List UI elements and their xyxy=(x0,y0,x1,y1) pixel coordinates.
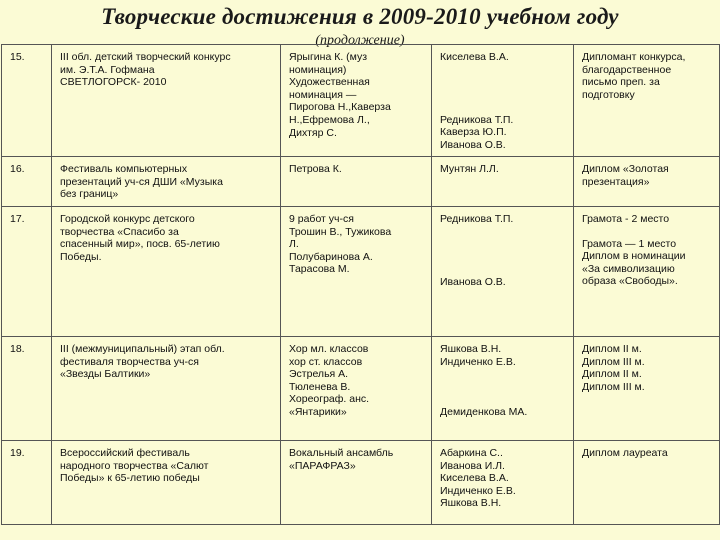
event-cell xyxy=(52,45,281,157)
cell-line: подготовку xyxy=(582,88,635,101)
teachers-cell xyxy=(432,441,574,525)
cell-line: Тарасова М. xyxy=(289,263,350,276)
cell-line: спасенный мир», посв. 65-летию xyxy=(60,238,220,251)
cell-line: Н.,Ефремова Л., xyxy=(289,113,370,126)
cell-spacer xyxy=(440,226,567,276)
cell-line: Абаркина С.. xyxy=(440,447,503,459)
cell-line: Диплом III м. xyxy=(582,380,645,393)
cell-line: Диплом лауреата xyxy=(582,447,668,459)
cell-line: Дихтяр С. xyxy=(289,126,337,139)
cell-line: без границ» xyxy=(60,188,119,201)
cell-line: творчества «Спасибо за xyxy=(60,225,179,238)
row-number: 19. xyxy=(2,441,52,525)
cell-line: им. Э.Т.А. Гофмана xyxy=(60,63,155,76)
cell-line: Диплом в номинации xyxy=(582,250,686,263)
achievements-table xyxy=(1,44,720,525)
cell-line: благодарственное xyxy=(582,63,672,76)
cell-line: Всероссийский фестиваль xyxy=(60,447,190,459)
cell-line: Редникова Т.П. xyxy=(440,113,514,126)
table-body xyxy=(2,45,720,525)
cell-line: Победы. xyxy=(60,250,102,263)
page-subtitle: (продолжение) xyxy=(315,33,405,48)
cell-line: Трошин В., Тужикова xyxy=(289,225,392,238)
event-cell xyxy=(52,441,281,525)
cell-line: Мунтян Л.Л. xyxy=(440,163,499,175)
table-row xyxy=(2,207,720,337)
page-title: Творческие достижения в 2009-2010 учебном году xyxy=(101,4,619,29)
cell-line: Победы» к 65-летию победы xyxy=(60,472,200,485)
cell-line: Каверза Ю.П. xyxy=(440,126,507,139)
cell-line: III (межмуниципальный) этап обл. xyxy=(60,343,225,355)
event-cell xyxy=(52,207,281,337)
table-row xyxy=(2,45,720,157)
cell-line: Ярыгина К. (муз xyxy=(289,51,368,63)
event-cell xyxy=(52,157,281,207)
cell-spacer xyxy=(440,368,567,406)
cell-line: Диплом II м. xyxy=(582,368,642,381)
cell-line: Хореограф. анс. xyxy=(289,393,370,406)
cell-line: образа «Свободы». xyxy=(582,275,678,288)
participants-cell xyxy=(281,207,432,337)
cell-line: «Звезды Балтики» xyxy=(60,368,151,381)
cell-line: Диплом III м. xyxy=(582,355,645,368)
cell-line: Редникова Т.П. xyxy=(440,213,514,225)
cell-line: Городской конкурс детского xyxy=(60,213,195,225)
cell-line: Вокальный ансамбль xyxy=(289,447,394,459)
event-cell xyxy=(52,337,281,441)
cell-line: народного творчества «Салют xyxy=(60,459,209,472)
table-row xyxy=(2,157,720,207)
cell-line: Индиченко Е.В. xyxy=(440,355,516,368)
cell-line: презентаций уч-ся ДШИ «Музыка xyxy=(60,175,223,188)
cell-line: Полубаринова А. xyxy=(289,250,373,263)
result-cell xyxy=(574,207,720,337)
teachers-cell xyxy=(432,157,574,207)
cell-line: Грамота - 2 место xyxy=(582,213,670,225)
cell-line: Дипломант конкурса, xyxy=(582,51,686,63)
cell-line: Киселева В.А. xyxy=(440,472,509,485)
teachers-cell xyxy=(432,337,574,441)
cell-line: Иванова О.В. xyxy=(440,275,506,288)
cell-line: «ПАРАФРАЗ» xyxy=(289,459,356,472)
row-number: 18. xyxy=(2,337,52,441)
cell-line: номинация — xyxy=(289,88,357,101)
row-number: 15. xyxy=(2,45,52,157)
participants-cell xyxy=(281,45,432,157)
cell-line: фестиваля творчества уч-ся xyxy=(60,355,199,368)
row-number: 17. xyxy=(2,207,52,337)
cell-line: Эстрелья А. xyxy=(289,368,349,381)
result-cell xyxy=(574,441,720,525)
cell-line: письмо преп. за xyxy=(582,76,660,89)
cell-line: Л. xyxy=(289,238,299,251)
cell-line: хор ст. классов xyxy=(289,355,363,368)
cell-line: Иванова О.В. xyxy=(440,138,506,151)
cell-spacer xyxy=(582,226,713,238)
teachers-cell xyxy=(432,207,574,337)
cell-line: Яшкова В.Н. xyxy=(440,497,502,510)
cell-line: Петрова К. xyxy=(289,163,342,175)
participants-cell xyxy=(281,337,432,441)
cell-line: «За символизацию xyxy=(582,262,675,275)
row-number: 16. xyxy=(2,157,52,207)
cell-line: Диплом II м. xyxy=(582,343,642,355)
participants-cell xyxy=(281,157,432,207)
cell-line: Хор мл. классов xyxy=(289,343,369,355)
cell-line: Пирогова Н.,Каверза xyxy=(289,101,391,114)
cell-line: Диплом «Золотая xyxy=(582,163,669,175)
cell-line: 9 работ уч-ся xyxy=(289,213,354,225)
result-cell xyxy=(574,337,720,441)
table-row xyxy=(2,337,720,441)
participants-cell xyxy=(281,441,432,525)
cell-line: Яшкова В.Н. xyxy=(440,343,502,355)
table-row xyxy=(2,441,720,525)
cell-line: Тюленева В. xyxy=(289,380,351,393)
cell-line: Индиченко Е.В. xyxy=(440,484,516,497)
cell-line: Художественная xyxy=(289,76,370,89)
cell-line: Демиденкова МА. xyxy=(440,406,528,419)
cell-line: Иванова И.Л. xyxy=(440,459,505,472)
teachers-cell xyxy=(432,45,574,157)
cell-line: Фестиваль компьютерных xyxy=(60,163,188,175)
cell-line: «Янтарики» xyxy=(289,405,347,418)
result-cell xyxy=(574,157,720,207)
result-cell xyxy=(574,45,720,157)
cell-line: СВЕТЛОГОРСК- 2010 xyxy=(60,76,167,89)
cell-line: номинация) xyxy=(289,63,347,76)
cell-line: III обл. детский творческий конкурс xyxy=(60,51,231,63)
cell-line: презентация» xyxy=(582,175,650,188)
cell-spacer xyxy=(440,64,567,114)
cell-line: Грамота — 1 место xyxy=(582,237,677,250)
cell-line: Киселева В.А. xyxy=(440,51,509,63)
